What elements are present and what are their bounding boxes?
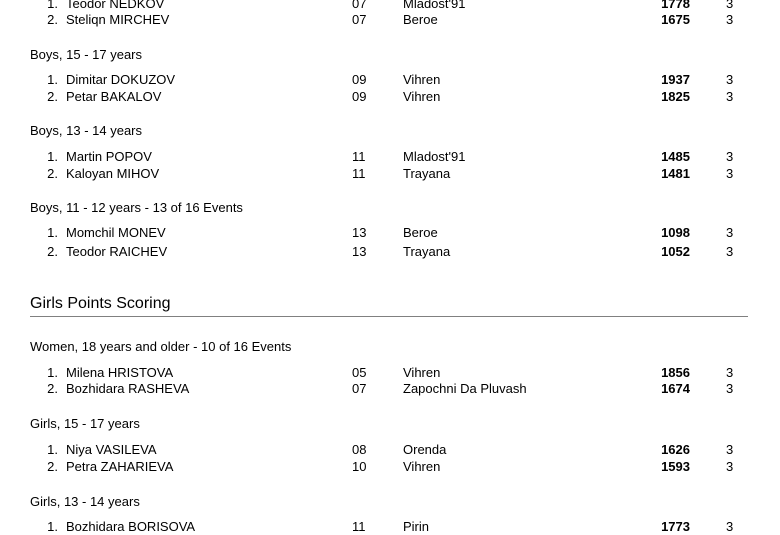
points: 1626 bbox=[661, 442, 690, 457]
group-title: Girls, 15 - 17 years bbox=[30, 416, 140, 431]
swimmer-name: Petar BAKALOV bbox=[66, 89, 162, 104]
points: 1485 bbox=[661, 149, 690, 164]
club: Vihren bbox=[403, 365, 441, 380]
year-of-birth: 13 bbox=[352, 244, 367, 259]
event-count: 3 bbox=[726, 225, 734, 240]
swimmer-name: Bozhidara BORISOVA bbox=[66, 519, 196, 534]
swimmer-name: Milena HRISTOVA bbox=[66, 365, 174, 380]
event-count: 3 bbox=[726, 89, 734, 104]
rank: 1. bbox=[47, 149, 58, 164]
year-of-birth: 13 bbox=[352, 225, 367, 240]
event-count: 3 bbox=[726, 381, 734, 396]
club: Zapochni Da Pluvash bbox=[403, 381, 527, 396]
swimmer-name: Petra ZAHARIEVA bbox=[66, 459, 174, 474]
club: Mladost'91 bbox=[403, 149, 466, 164]
club: Pirin bbox=[403, 519, 430, 534]
event-count: 3 bbox=[726, 442, 734, 457]
rank: 2. bbox=[47, 381, 58, 396]
points: 1098 bbox=[661, 225, 690, 240]
rank: 2. bbox=[47, 89, 58, 104]
event-count: 3 bbox=[726, 519, 734, 534]
points: 1773 bbox=[661, 519, 690, 534]
year-of-birth: 08 bbox=[352, 442, 367, 457]
points: 1937 bbox=[661, 72, 690, 87]
year-of-birth: 09 bbox=[352, 89, 367, 104]
group-title: Girls, 13 - 14 years bbox=[30, 494, 140, 509]
swimmer-name: Steliqn MIRCHEV bbox=[66, 12, 170, 27]
group-title: Boys, 13 - 14 years bbox=[30, 123, 142, 138]
event-count: 3 bbox=[726, 72, 734, 87]
group-title: Women, 18 years and older - 10 of 16 Events bbox=[30, 339, 292, 354]
event-count: 3 bbox=[726, 459, 734, 474]
club: Trayana bbox=[403, 166, 451, 181]
rank: 1. bbox=[47, 72, 58, 87]
rank: 1. bbox=[47, 365, 58, 380]
club: Vihren bbox=[403, 89, 441, 104]
group-title: Boys, 11 - 12 years - 13 of 16 Events bbox=[30, 200, 243, 215]
swimmer-name: Momchil MONEV bbox=[66, 225, 166, 240]
year-of-birth: 10 bbox=[352, 459, 367, 474]
section-title: Girls Points Scoring bbox=[30, 295, 171, 312]
swimmer-name: Kaloyan MIHOV bbox=[66, 166, 160, 181]
rank: 2. bbox=[47, 459, 58, 474]
points: 1481 bbox=[661, 166, 690, 181]
rank: 1. bbox=[47, 0, 58, 11]
event-count: 3 bbox=[726, 12, 734, 27]
points: 1052 bbox=[661, 244, 690, 259]
event-count: 3 bbox=[726, 365, 734, 380]
rank: 2. bbox=[47, 166, 58, 181]
year-of-birth: 11 bbox=[352, 519, 366, 534]
club: Trayana bbox=[403, 244, 451, 259]
section-divider bbox=[30, 316, 748, 317]
points: 1675 bbox=[661, 12, 690, 27]
year-of-birth: 07 bbox=[352, 12, 367, 27]
rank: 1. bbox=[47, 442, 58, 457]
club: Orenda bbox=[403, 442, 447, 457]
swimmer-name: Bozhidara RASHEVA bbox=[66, 381, 190, 396]
year-of-birth: 11 bbox=[352, 166, 366, 181]
year-of-birth: 11 bbox=[352, 149, 366, 164]
rank: 2. bbox=[47, 244, 58, 259]
rank: 1. bbox=[47, 519, 58, 534]
points: 1856 bbox=[661, 365, 690, 380]
swimmer-name: Teodor RAICHEV bbox=[66, 244, 168, 259]
year-of-birth: 07 bbox=[352, 381, 367, 396]
points: 1593 bbox=[661, 459, 690, 474]
swimmer-name: Niya VASILEVA bbox=[66, 442, 157, 457]
year-of-birth: 07 bbox=[352, 0, 367, 11]
points: 1825 bbox=[661, 89, 690, 104]
group-title: Boys, 15 - 17 years bbox=[30, 47, 142, 62]
swimmer-name: Teodor NEDKOV bbox=[66, 0, 165, 11]
year-of-birth: 05 bbox=[352, 365, 367, 380]
points: 1674 bbox=[661, 381, 690, 396]
event-count: 3 bbox=[726, 149, 734, 164]
points: 1778 bbox=[661, 0, 690, 11]
club: Vihren bbox=[403, 459, 441, 474]
rank: 1. bbox=[47, 225, 58, 240]
event-count: 3 bbox=[726, 166, 734, 181]
event-count: 3 bbox=[726, 244, 734, 259]
swimmer-name: Dimitar DOKUZOV bbox=[66, 72, 176, 87]
year-of-birth: 09 bbox=[352, 72, 367, 87]
club: Mladost'91 bbox=[403, 0, 466, 11]
club: Beroe bbox=[403, 12, 438, 27]
swimmer-name: Martin POPOV bbox=[66, 149, 152, 164]
club: Beroe bbox=[403, 225, 438, 240]
event-count: 3 bbox=[726, 0, 734, 11]
rank: 2. bbox=[47, 12, 58, 27]
club: Vihren bbox=[403, 72, 441, 87]
